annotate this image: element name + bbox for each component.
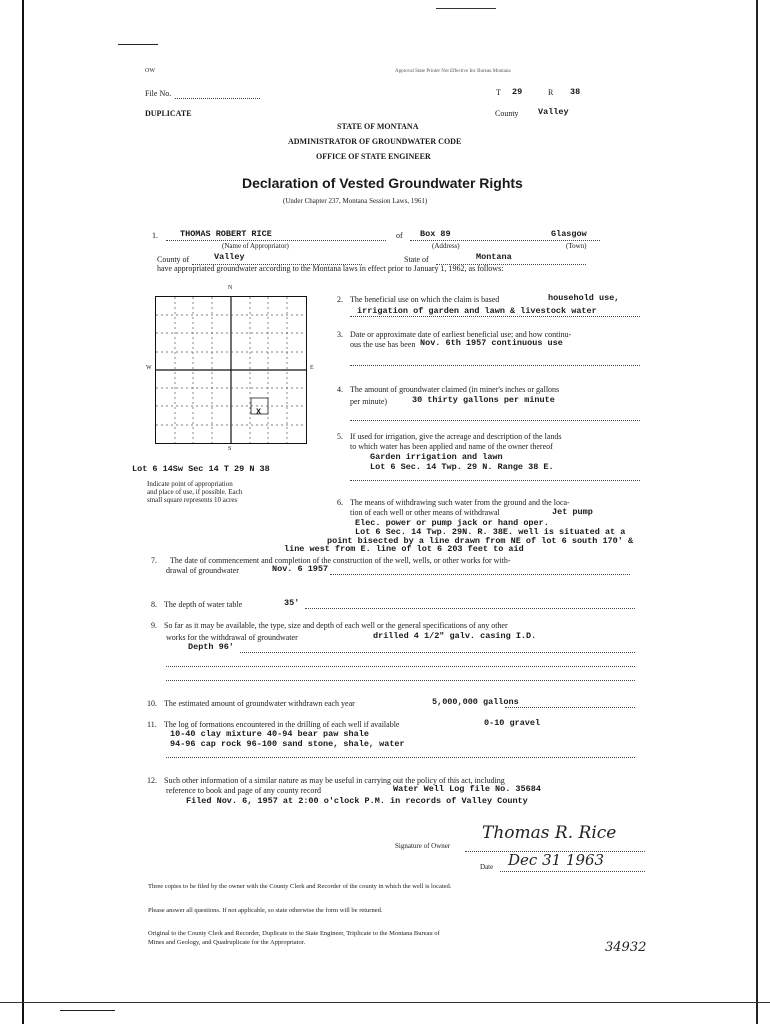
item7-label-1: The date of commencement and completion of the construction of the well, wells, or other works for with- bbox=[170, 556, 511, 565]
footer-line-3: Original to the County Clerk and Recorder, Duplicate to the State Engineer, Triplicate to the Montana Bureau of bbox=[148, 930, 440, 937]
item6-label-1: The means of withdrawing such water from the ground and the loca- bbox=[350, 498, 570, 507]
item5-answer-1: Garden irrigation and lawn bbox=[370, 452, 503, 462]
item6-answer-1: Jet pump bbox=[552, 507, 593, 517]
item9-label-1: So far as it may be available, the type, size and depth of each well or the general specifications of any other bbox=[164, 621, 508, 630]
item10-line bbox=[505, 700, 635, 708]
item6-answer-4: point bisected by a line drawn from NE of lot 6 south 170' & bbox=[327, 536, 634, 546]
scan-mark bbox=[60, 1010, 115, 1011]
item10-number: 10. bbox=[147, 699, 157, 708]
office-title: OFFICE OF STATE ENGINEER bbox=[316, 152, 431, 161]
item2-number: 2. bbox=[337, 295, 343, 304]
signature-label: Signature of Owner bbox=[395, 842, 451, 850]
document-subtitle: (Under Chapter 237, Montana Session Laws, 1961) bbox=[283, 197, 428, 205]
item11-number: 11. bbox=[147, 720, 157, 729]
plat-south: S bbox=[228, 446, 232, 452]
owner-signature: Thomas R. Rice bbox=[482, 823, 617, 843]
name-caption: (Name of Appropriator) bbox=[222, 242, 289, 250]
file-no-label: File No. bbox=[145, 89, 172, 98]
item3-number: 3. bbox=[337, 330, 343, 339]
township-label: T bbox=[496, 88, 501, 97]
item8-line bbox=[305, 601, 635, 609]
item9-answer-2: Depth 96' bbox=[188, 642, 234, 652]
item3-label-2: ous the use has been bbox=[350, 340, 416, 349]
item5-label-2: to which water has been applied and name of the owner thereof bbox=[350, 442, 553, 451]
item5-line bbox=[350, 474, 640, 481]
plat-north: N bbox=[228, 285, 233, 291]
county-of-value: Valley bbox=[214, 252, 245, 262]
appropriation-statement: have appropriated groundwater according to the Montana laws in effect prior to January 1, 1962, as follows: bbox=[157, 264, 504, 273]
item8-number: 8. bbox=[151, 600, 157, 609]
item9-number: 9. bbox=[151, 621, 157, 630]
item2-answer-2: irrigation of garden and lawn & livestock water bbox=[357, 306, 597, 316]
state-title: STATE OF MONTANA bbox=[337, 122, 419, 131]
item9-line-2 bbox=[166, 660, 635, 667]
item5-label-1: If used for irrigation, give the acreage and description of the lands bbox=[350, 432, 562, 441]
county-header-label: County bbox=[495, 109, 519, 118]
item10-label: The estimated amount of groundwater withdrawn each year bbox=[164, 699, 355, 708]
plat-location: Lot 6 14Sw Sec 14 T 29 N 38 bbox=[132, 464, 270, 474]
item8-answer: 35' bbox=[284, 598, 300, 608]
item4-line bbox=[350, 411, 640, 421]
plat-instruction-1: Indicate point of appropriation bbox=[147, 480, 233, 488]
item7-label-2: drawal of groundwater bbox=[166, 566, 239, 575]
item10-answer: 5,000,000 gallons bbox=[432, 697, 519, 707]
township-value: 29 bbox=[512, 87, 523, 97]
item6-number: 6. bbox=[337, 498, 343, 507]
plat-well-mark: X bbox=[256, 407, 262, 417]
item6-answer-3: Lot 6 Sec. 14 Twp. 29N. R. 38E. well is situated at a bbox=[355, 527, 626, 537]
county-header-value: Valley bbox=[538, 107, 569, 117]
item2-label: The beneficial use on which the claim is based bbox=[350, 295, 500, 304]
file-no-field bbox=[175, 89, 260, 99]
item4-label-2: per minute) bbox=[350, 397, 388, 406]
page-edge-right bbox=[756, 0, 758, 1024]
item11-label: The log of formations encountered in the drilling of each well if available bbox=[164, 720, 400, 729]
document-number: 34932 bbox=[605, 940, 647, 955]
duplicate-label: DUPLICATE bbox=[145, 109, 192, 118]
item1-number: 1. bbox=[152, 231, 158, 240]
item6-label-2: tion of each well or other means of withdrawal bbox=[350, 508, 500, 517]
item6-answer-2: Elec. power or pump jack or hand oper. bbox=[355, 518, 549, 528]
item3-line bbox=[350, 356, 640, 366]
item11-answer-1: 0-10 gravel bbox=[484, 718, 541, 728]
appropriator-name: THOMAS ROBERT RICE bbox=[180, 229, 272, 239]
document-title: Declaration of Vested Groundwater Rights bbox=[242, 175, 523, 191]
range-value: 38 bbox=[570, 87, 581, 97]
form-code: OW bbox=[145, 68, 155, 74]
footer-line-1: Three copies to be filed by the owner with the County Clerk and Recorder of the county in which the well is located. bbox=[148, 883, 452, 890]
item9-label-2: works for the withdrawal of groundwater bbox=[166, 633, 298, 642]
item3-label-1: Date or approximate date of earliest beneficial use; and how continu- bbox=[350, 330, 572, 339]
of-label: of bbox=[396, 231, 403, 240]
item12-answer-2: Filed Nov. 6, 1957 at 2:00 o'clock P.M. in records of Valley County bbox=[186, 796, 528, 806]
approval-note: Approval State Printer Not Effective Inc Bureau Montana bbox=[395, 69, 511, 74]
item4-label-1: The amount of groundwater claimed (in miner's inches or gallons bbox=[350, 385, 560, 394]
state-of-label: State of bbox=[404, 255, 429, 264]
page-edge-bottom bbox=[0, 1002, 770, 1003]
item5-answer-2: Lot 6 Sec. 14 Twp. 29 N. Range 38 E. bbox=[370, 462, 554, 472]
item7-line bbox=[330, 567, 630, 575]
scan-mark bbox=[118, 44, 158, 45]
item8-label: The depth of water table bbox=[164, 600, 243, 609]
plat-instruction-2: and place of use, if possible. Each bbox=[147, 488, 243, 496]
item9-line-3 bbox=[166, 674, 635, 681]
administrator-title: ADMINISTRATOR OF GROUNDWATER CODE bbox=[288, 137, 462, 146]
plat-instruction-3: small square represents 10 acres bbox=[147, 496, 238, 504]
county-of-label: County of bbox=[157, 255, 190, 264]
item12-label-2: reference to book and page of any county record bbox=[166, 786, 322, 795]
scan-mark bbox=[436, 8, 496, 9]
section-plat-grid bbox=[155, 296, 307, 444]
item12-answer-1: Water Well Log file No. 35684 bbox=[393, 784, 541, 794]
appropriator-town: Glasgow bbox=[551, 229, 587, 239]
item7-number: 7. bbox=[151, 556, 157, 565]
appropriator-address: Box 89 bbox=[420, 229, 451, 239]
footer-line-4: Mines and Geology, and Quadruplicate for the Appropriator. bbox=[148, 939, 306, 946]
town-caption: (Town) bbox=[566, 242, 587, 250]
item4-number: 4. bbox=[337, 385, 343, 394]
item11-answer-3: 94-96 cap rock 96-100 sand stone, shale, water bbox=[170, 739, 405, 749]
item2-answer-1: household use, bbox=[548, 293, 620, 303]
date-label: Date bbox=[480, 863, 494, 871]
page-edge-left bbox=[22, 0, 24, 1024]
plat-east: E bbox=[310, 365, 314, 371]
item6-answer-5: line west from E. line of lot 6 203 feet to aid bbox=[284, 544, 524, 554]
item9-answer-1: drilled 4 1/2" galv. casing I.D. bbox=[373, 631, 537, 641]
range-label: R bbox=[548, 88, 554, 97]
item12-number: 12. bbox=[147, 776, 157, 785]
item5-number: 5. bbox=[337, 432, 343, 441]
item7-answer: Nov. 6 1957 bbox=[272, 564, 329, 574]
item12-label-1: Such other information of a similar nature as may be useful in carrying out the policy of this act, including bbox=[164, 776, 505, 785]
plat-west: W bbox=[146, 365, 152, 371]
item11-answer-2: 10-40 clay mixture 40-94 bear paw shale bbox=[170, 729, 369, 739]
signature-date: Dec 31 1963 bbox=[508, 851, 605, 869]
item4-answer: 30 thirty gallons per minute bbox=[412, 395, 555, 405]
footer-line-2: Please answer all questions. If not applicable, so state otherwise the form will be returned. bbox=[148, 907, 383, 914]
plat-grid-lines bbox=[156, 297, 306, 443]
item11-line bbox=[166, 751, 635, 758]
state-of-value: Montana bbox=[476, 252, 512, 262]
item9-line-1 bbox=[240, 646, 635, 653]
address-caption: (Address) bbox=[432, 242, 460, 250]
item3-answer: Nov. 6th 1957 continuous use bbox=[420, 338, 563, 348]
